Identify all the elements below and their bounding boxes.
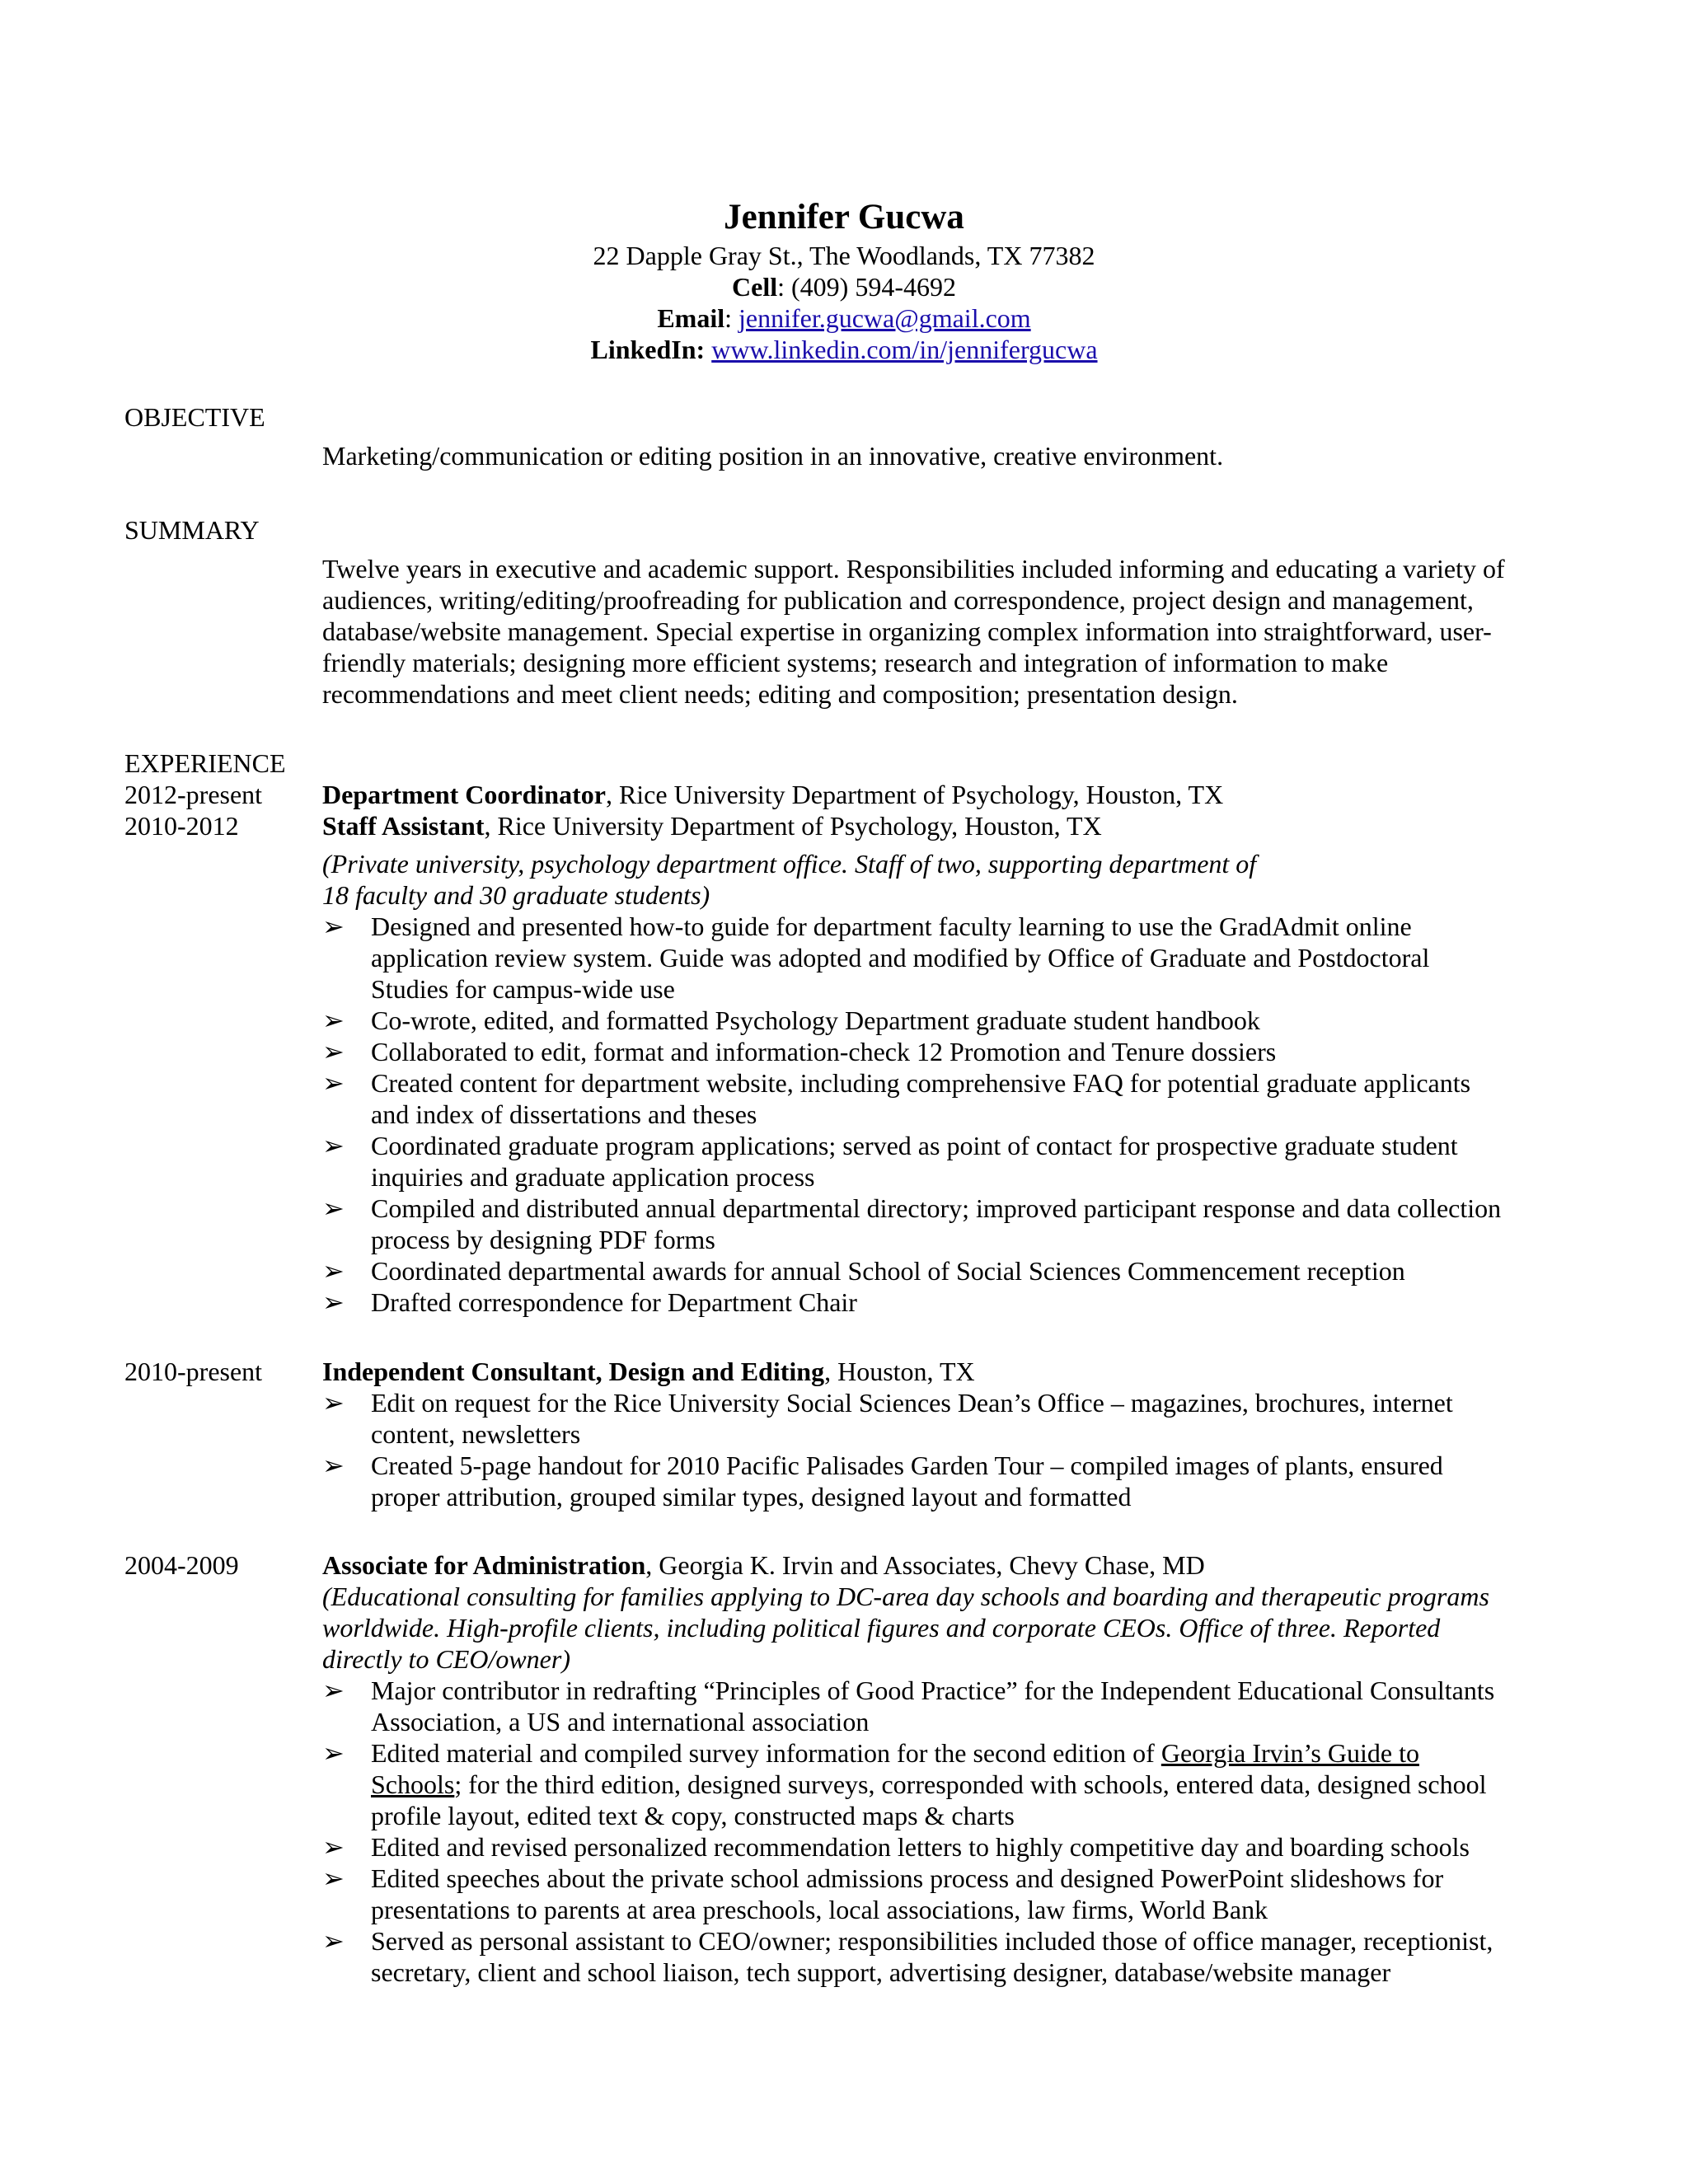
job2-date: 2010-present [124,1357,263,1386]
summary-line: database/website management. Special expertise in organizing complex information into straightforward, user- [322,616,1492,646]
cell-line [0,271,1688,302]
job3-bullet-list [322,1675,1575,1988]
job1-title2: Staff Assistant [322,811,485,841]
list-item [322,1450,1575,1512]
job1-desc-line: 18 faculty and 30 graduate students) [322,880,710,910]
list-item [322,1737,1575,1831]
job3-title: Associate for Administration [322,1550,646,1580]
email-line [0,302,1688,334]
book-title: Schools [371,1769,455,1799]
list-item [322,1675,1575,1737]
bullet-line: process by designing PDF forms [371,1225,715,1254]
bullet-line: Co-wrote, edited, and formatted Psychology Department graduate student handbook [371,1005,1260,1035]
address: 22 Dapple Gray St., The Woodlands, TX 77382 [593,241,1095,270]
bullet-line: and index of dissertations and theses [371,1099,757,1129]
summary-line: audiences, writing/editing/proofreading for publication and correspondence, project design and management, [322,585,1474,615]
summary-line: Twelve years in executive and academic support. Responsibilities included informing and educating a variety of [322,554,1505,583]
job1-org1: , Rice University Department of Psychology, Houston, TX [605,780,1224,809]
bullet-arrow-icon: ➢ [322,1005,345,1035]
job1-org2: , Rice University Department of Psychology, Houston, TX [484,811,1102,841]
job3-title-line [322,1549,1575,1581]
job1-title-line1 [322,779,1575,810]
bullet-line: Served as personal assistant to CEO/owner; responsibilities included those of office manager, receptionist, [371,1926,1493,1956]
list-item [322,1255,1575,1286]
job2-bullet-list [322,1387,1575,1512]
bullet-line: content, newsletters [371,1419,581,1449]
bullet-arrow-icon: ➢ [322,1863,345,1893]
email-link[interactable]: jennifer.gucwa@gmail.com [738,303,1031,333]
bullet-line: Created content for department website, including comprehensive FAQ for potential graduate applicants [371,1068,1471,1098]
bullet-line: Collaborated to edit, format and information-check 12 Promotion and Tenure dossiers [371,1037,1277,1066]
bullet-line: Studies for campus-wide use [371,974,675,1004]
bullet-line: Created 5-page handout for 2010 Pacific Palisades Garden Tour – compiled images of plants, ensured [371,1451,1443,1480]
bullet-line: Coordinated graduate program applications; served as point of contact for prospective graduate student [371,1131,1458,1160]
email-separator: : [724,303,738,333]
list-item [322,911,1575,1005]
cell-value: : (409) 594-4692 [777,272,956,302]
list-item [322,1286,1575,1318]
bullet-line: Coordinated departmental awards for annual School of Social Sciences Commencement reception [371,1256,1405,1286]
bullet-line: secretary, client and school liaison, tech support, advertising designer, database/website manager [371,1957,1391,1987]
bullet-arrow-icon: ➢ [322,1738,345,1768]
job1-date1: 2012-present [124,780,263,809]
resume-header [0,195,1688,365]
bullet-arrow-icon: ➢ [322,1451,345,1480]
cell-label: Cell [732,272,778,302]
bullet-line: Drafted correspondence for Department Chair [371,1287,857,1317]
job2-title-line [322,1356,1575,1387]
linkedin-label: LinkedIn: [590,335,706,364]
job2-title: Independent Consultant, Design and Editing [322,1357,825,1386]
bullet-line: presentations to parents at area preschools, local associations, law firms, World Bank [371,1895,1268,1924]
list-item [322,1193,1575,1255]
bullet-arrow-icon: ➢ [322,912,345,941]
list-item [322,1863,1575,1925]
summary-line: recommendations and meet client needs; editing and composition; presentation design. [322,679,1238,709]
bullet-arrow-icon: ➢ [322,1131,345,1160]
job3-org: , Georgia K. Irvin and Associates, Chevy Chase, MD [645,1550,1205,1580]
bullet-arrow-icon: ➢ [322,1832,345,1862]
job3-desc-line: directly to CEO/owner) [322,1644,570,1674]
bullet-arrow-icon: ➢ [322,1037,345,1066]
bullet-text: Edited material and compiled survey information for the second edition of [371,1738,1161,1768]
summary-text [322,553,1575,710]
list-item [322,1387,1575,1450]
bullet-line: Compiled and distributed annual departmental directory; improved participant response and data collection [371,1193,1502,1223]
bullet-arrow-icon: ➢ [322,1675,345,1705]
job1-date2: 2010-2012 [124,811,239,841]
list-item [322,1831,1575,1863]
bullet-line: Edited speeches about the private school admissions process and designed PowerPoint slideshows for [371,1863,1444,1893]
summary-heading: SUMMARY [124,515,260,545]
bullet-arrow-icon: ➢ [322,1193,345,1223]
bullet-arrow-icon: ➢ [322,1068,345,1098]
email-label: Email [657,303,725,333]
list-item [322,1130,1575,1193]
list-item [322,1925,1575,1988]
job1-bullet-list [322,911,1575,1318]
job2-org: , Houston, TX [824,1357,975,1386]
job2-details [322,1356,1575,1512]
job3-date: 2004-2009 [124,1550,239,1580]
objective-heading: OBJECTIVE [124,402,265,432]
linkedin-link[interactable]: www.linkedin.com/in/jennifergucwa [711,335,1098,364]
job1-title-line2 [322,810,1575,841]
bullet-line: Association, a US and international association [371,1707,870,1736]
job3-details [322,1549,1575,1988]
job1-desc-line: (Private university, psychology department office. Staff of two, supporting department of [322,849,1257,879]
job1-title1: Department Coordinator [322,780,606,809]
candidate-name: Jennifer Gucwa [724,198,964,237]
bullet-line: Designed and presented how-to guide for department faculty learning to use the GradAdmit online [371,912,1412,941]
bullet-line: Edit on request for the Rice University Social Sciences Dean’s Office – magazines, brochures, internet [371,1388,1453,1418]
experience-heading: EXPERIENCE [124,748,286,778]
bullet-line: profile layout, edited text & copy, constructed maps & charts [371,1801,1015,1830]
bullet-line: inquiries and graduate application process [371,1162,815,1192]
bullet-line: Major contributor in redrafting “Principles of Good Practice” for the Independent Educational Consultants [371,1675,1495,1705]
list-item [322,1036,1575,1067]
job1-details [322,848,1575,1318]
bullet-line: Edited and revised personalized recommendation letters to highly competitive day and boarding schools [371,1832,1470,1862]
list-item [322,1067,1575,1130]
bullet-text: ; for the third edition, designed surveys, corresponded with schools, entered data, designed school [454,1769,1487,1799]
book-title: Georgia Irvin’s Guide to [1160,1738,1419,1768]
bullet-arrow-icon: ➢ [322,1287,345,1317]
bullet-arrow-icon: ➢ [322,1388,345,1418]
job3-desc-line: worldwide. High-profile clients, including political figures and corporate CEOs. Office of three. Reported [322,1613,1441,1643]
bullet-line: proper attribution, grouped similar types, designed layout and formatted [371,1482,1132,1511]
summary-line: friendly materials; designing more efficient systems; research and integration of information to make [322,648,1389,677]
bullet-line: application review system. Guide was adopted and modified by Office of Graduate and Postdoctoral [371,943,1430,972]
objective-text: Marketing/communication or editing position in an innovative, creative environment. [322,441,1224,471]
job3-desc-line: (Educational consulting for families applying to DC-area day schools and boarding and therapeutic programs [322,1582,1489,1611]
bullet-arrow-icon: ➢ [322,1256,345,1286]
linkedin-line [0,334,1688,365]
bullet-arrow-icon: ➢ [322,1926,345,1956]
list-item [322,1005,1575,1036]
